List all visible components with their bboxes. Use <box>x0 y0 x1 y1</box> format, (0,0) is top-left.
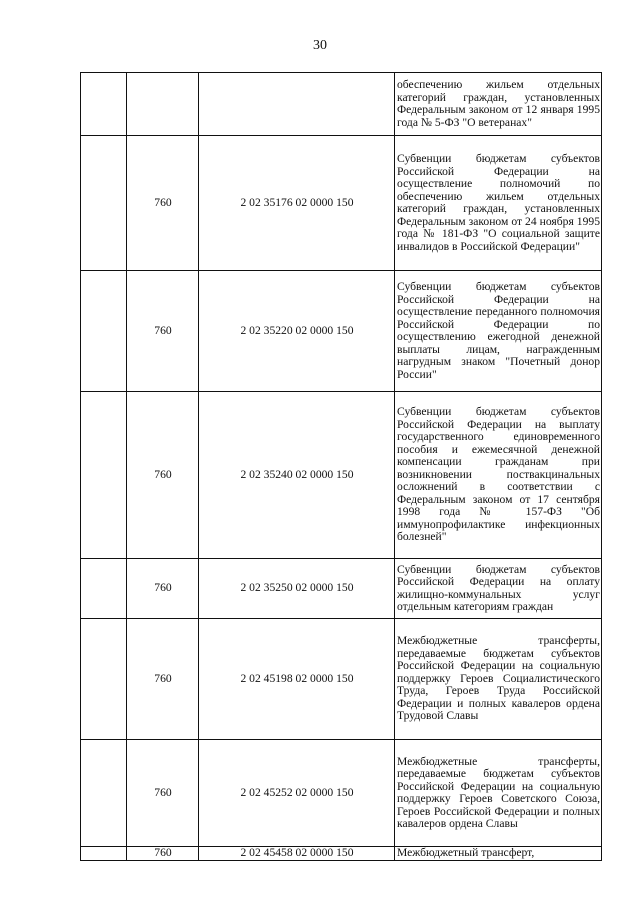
income-name-text: Межбюджетный трансферт, <box>397 846 535 860</box>
budget-code-cell: 2 02 35176 02 0000 150 <box>199 136 395 271</box>
budget-code-cell: 2 02 35220 02 0000 150 <box>199 271 395 392</box>
table-row <box>81 740 602 847</box>
table-row <box>81 271 602 392</box>
income-name-text: Субвенции бюджетам субъектов Российской Федерации на оплату жилищно-коммунальных услуг отдельным категориям граждан <box>397 562 600 613</box>
income-name-text: Субвенции бюджетам субъектов Российской Федерации на выплату государственного единовременного пособия и ежемесячной денежной компенсации гражданам при возникновении поствакцинальных осложнений в соответствии с Федеральным законом от 17 сентября 1998 года № 157-ФЗ "Об иммунопрофилактике инфекционных болезней" <box>397 405 600 544</box>
income-name-cell <box>395 619 602 740</box>
income-name-cell <box>395 559 602 619</box>
table-row <box>81 73 602 136</box>
income-name-text: Субвенции бюджетам субъектов Российской Федерации на осуществление переданного полномочия Российской Федерации по осуществлению ежегодной денежной выплаты лицам, награжденным нагрудным знаком "Почетный донор России" <box>397 280 600 381</box>
budget-code-cell: 2 02 45252 02 0000 150 <box>199 740 395 847</box>
budget-classification-table <box>80 72 602 861</box>
admin-code-cell: 760 <box>127 619 199 740</box>
empty-cell <box>81 847 127 861</box>
income-name-cell <box>395 73 602 136</box>
admin-code-cell: 760 <box>127 847 199 861</box>
income-name-text: Субвенции бюджетам субъектов Российской Федерации на осуществление полномочий по обеспечению жильем отдельных категорий граждан, установленных Федеральным законом от 24 ноября 1995 года № 181-ФЗ "О социальной защите инвалидов в Российской Федерации" <box>397 152 600 253</box>
income-name-cell <box>395 847 602 861</box>
admin-code-cell: 760 <box>127 740 199 847</box>
table-row <box>81 619 602 740</box>
empty-cell <box>81 619 127 740</box>
empty-cell <box>81 392 127 559</box>
empty-cell <box>81 271 127 392</box>
table-row <box>81 847 602 861</box>
empty-cell <box>81 559 127 619</box>
budget-code-cell: 2 02 35250 02 0000 150 <box>199 559 395 619</box>
table-row <box>81 136 602 271</box>
income-name-cell <box>395 740 602 847</box>
admin-code-cell <box>127 73 199 136</box>
page-number: 30 <box>313 38 327 53</box>
empty-cell <box>81 136 127 271</box>
empty-cell <box>81 740 127 847</box>
admin-code-cell: 760 <box>127 271 199 392</box>
budget-code-cell: 2 02 45458 02 0000 150 <box>199 847 395 861</box>
budget-code-cell: 2 02 35240 02 0000 150 <box>199 392 395 559</box>
admin-code-cell: 760 <box>127 392 199 559</box>
income-name-cell <box>395 136 602 271</box>
income-name-cell <box>395 271 602 392</box>
income-name-text: обеспечению жильем отдельных категорий граждан, установленных Федеральным законом от 12 января 1995 года № 5-ФЗ "О ветеранах" <box>397 78 600 129</box>
income-name-text: Межбюджетные трансферты, передаваемые бюджетам субъектов Российской Федерации на социальную поддержку Героев Социалистического Труда, Героев Труда Российской Федерации и полных кавалеров ордена Трудовой Славы <box>397 634 600 723</box>
income-name-cell <box>395 392 602 559</box>
admin-code-cell: 760 <box>127 559 199 619</box>
table-row <box>81 392 602 559</box>
budget-code-cell <box>199 73 395 136</box>
table-row <box>81 559 602 619</box>
income-name-text: Межбюджетные трансферты, передаваемые бюджетам субъектов Российской Федерации на социальную поддержку Героев Советского Союза, Героев Российской Федерации и полных кавалеров ордена Славы <box>397 754 600 830</box>
budget-code-cell: 2 02 45198 02 0000 150 <box>199 619 395 740</box>
empty-cell <box>81 73 127 136</box>
admin-code-cell: 760 <box>127 136 199 271</box>
